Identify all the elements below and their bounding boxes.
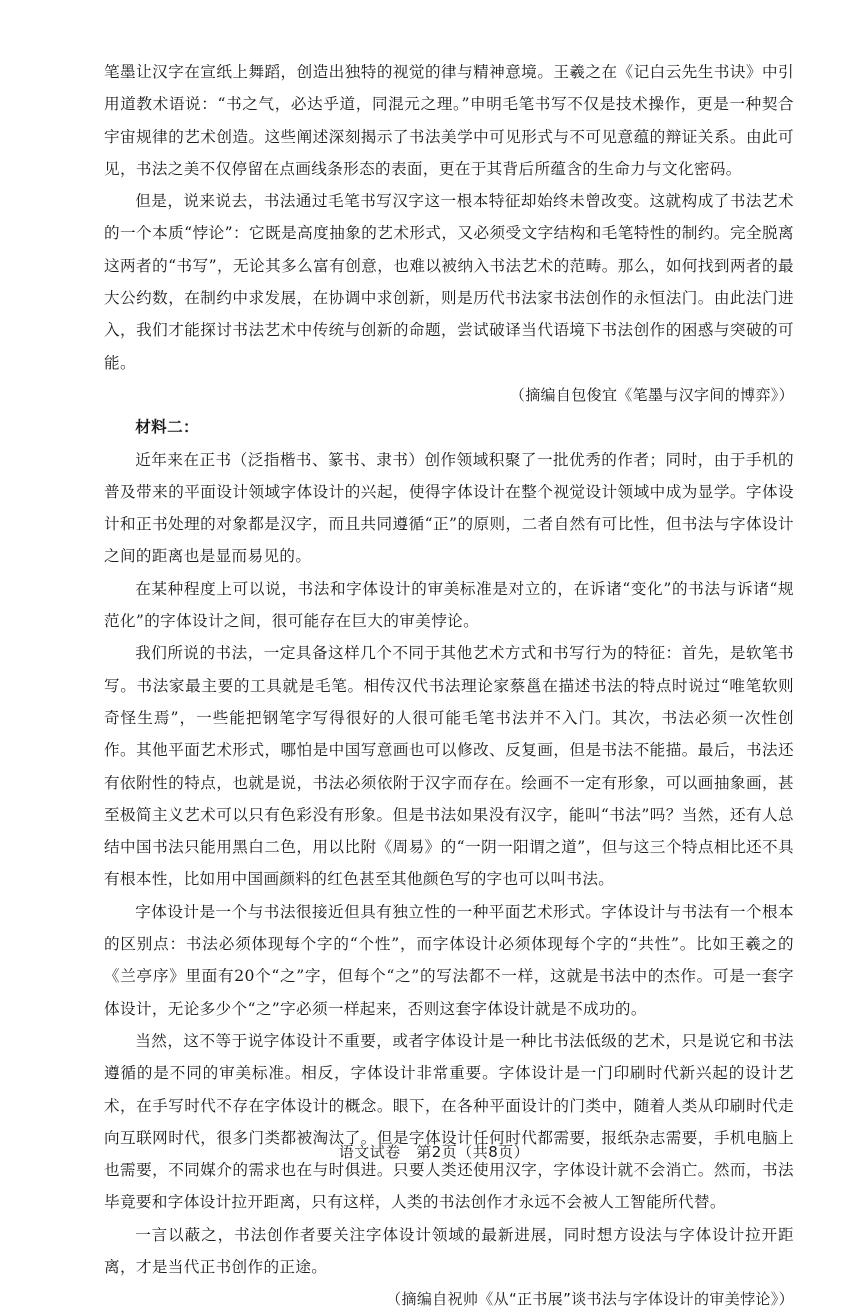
- page-footer: 语文试卷 第2页（共8页）: [338, 1143, 530, 1161]
- material2-paragraph-3: 我们所说的书法，一定具备这样几个不同于其他艺术方式和书写行为的特征：首先，是软笔书写。书法家最主要的工具就是毛笔。相传汉代书法理论家蔡邕在描述书法的特点时说过“唯笔软则奇怪生焉”，一些能把钢笔字写得很好的人很可能毛笔书法并不入门。其次，书法必须一次性创作。其他平面艺术形式，哪怕是中国写意画也可以修改、反复画，但是书法不能描。最后，书法还有依附性的特点，也就是说，书法必须依附于汉字而存在。绘画不一定有形象，可以画抽象画，甚至极简主义艺术可以只有色彩没有形象。但是书法如果没有汉字，能叫“书法”吗？当然，还有人总结中国书法只能用黑白二色，用以比附《周易》的“一阴一阳谓之道”，但与这三个特点相比还不具有根本性，比如用中国画颜料的红色甚至其他颜色写的字也可以叫书法。: [104, 644, 794, 889]
- material1-paragraph-2: 但是，说来说去，书法通过毛笔书写汉字这一根本特征却始终未曾改变。这就构成了书法艺术的一个本质“悖论”：它既是高度抽象的艺术形式，又必须受文字结构和毛笔特性的制约。完全脱离这两者的“书写”，无论其多么富有创意，也难以被纳入书法艺术的范畴。那么，如何找到两者的最大公约数，在制约中求发展，在协调中求创新，则是历代书法家书法创作的永恒法门。由此法门进入，我们才能探讨书法艺术中传统与创新的命题，尝试破译当代语境下书法创作的困惑与突破的可能。: [104, 192, 794, 372]
- material1-paragraph-1: 笔墨让汉字在宣纸上舞蹈，创造出独特的视觉的律与精神意境。王羲之在《记白云先生书诀》中引用道教术语说：“书之气，必达乎道，同混元之理。”申明毛笔书写不仅是技术操作，更是一种契合宇宙规律的艺术创造。这些阐述深刻揭示了书法美学中可见形式与不可见意蕴的辩证关系。由此可见，书法之美不仅停留在点画线条形态的表面，更在于其背后所蕴含的生命力与文化密码。: [104, 63, 794, 178]
- exam-page-body: [104, 56, 794, 1316]
- material2-paragraph-4: 字体设计是一个与书法很接近但具有独立性的一种平面艺术形式。字体设计与书法有一个根本的区别点：书法必须体现每个字的“个性”，而字体设计必须体现每个字的“共性”。比如王羲之的《兰亭序》里面有20个“之”字，但每个“之”的写法都不一样，这就是书法中的杰作。可是一套字体设计，无论多少个“之”字必须一样起来，否则这套字体设计就是不成功的。: [104, 902, 794, 1018]
- material2-paragraph-5: 当然，这不等于说字体设计不重要，或者字体设计是一种比书法低级的艺术，只是说它和书法遵循的是不同的审美标准。相反，字体设计非常重要。字体设计是一门印刷时代新兴起的设计艺术，在手写时代不存在字体设计的概念。眼下，在各种平面设计的门类中，随着人类从印刷时代走向互联网时代，很多门类都被淘汰了。但是字体设计任何时代都需要，报纸杂志需要，手机电脑上也需要，不同媒介的需求也在与时俱进。只要人类还使用汉字，字体设计就不会消亡。然而，书法毕竟要和字体设计拉开距离，只有这样，人类的书法创作才永远不会被人工智能所代替。: [104, 1031, 794, 1212]
- material2-paragraph-6: 一言以蔽之，书法创作者要关注字体设计领域的最新进展，同时想方设法与字体设计拉开距离，才是当代正书创作的正途。: [104, 1225, 794, 1276]
- material1-source: （摘编自包俊宜《笔墨与汉字间的博弈》）: [509, 385, 794, 404]
- material2-paragraph-2: 在某种程度上可以说，书法和字体设计的审美标准是对立的，在诉诸“变化”的书法与诉诸“规范化”的字体设计之间，很可能存在巨大的审美悖论。: [104, 579, 794, 631]
- material2-source: （摘编自祝帅《从“正书展”谈书法与字体设计的审美悖论》）: [386, 1290, 794, 1309]
- material2-paragraph-1: 近年来在正书（泛指楷书、篆书、隶书）创作领域积聚了一批优秀的作者；同时，由于手机的普及带来的平面设计领域字体设计的兴起，使得字体设计在整个视觉设计领域中成为显学。字体设计和正书处理的对象都是汉字，而且共同遵循“正”的原则，二者自然有可比性，但书法与字体设计之间的距离也是显而易见的。: [104, 450, 794, 566]
- material2-heading: 材料二：: [135, 418, 199, 437]
